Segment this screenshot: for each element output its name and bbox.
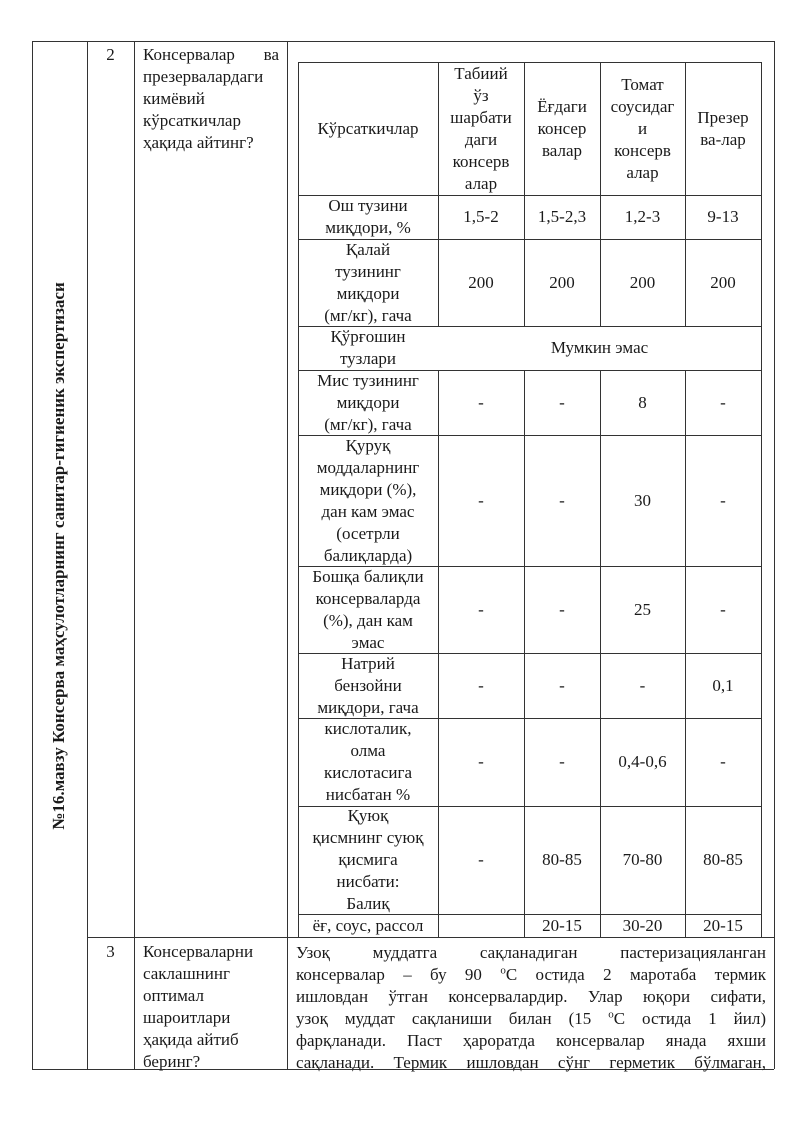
table-cell-value: -: [478, 752, 484, 771]
table-cell-value: -: [720, 490, 726, 510]
table-cell-value: -: [559, 599, 565, 619]
table-cell-value: -: [639, 675, 646, 695]
table-cell-value: -: [478, 392, 484, 412]
table-cell-value: 1,5-2,3: [537, 207, 587, 226]
table-cell-value: [438, 914, 524, 937]
table-cell-value: 80-85: [542, 850, 582, 869]
table-cell-value: -: [720, 752, 726, 771]
table-cell-value: -: [559, 392, 565, 412]
table-row-label: Қўрғошин тузлари: [330, 327, 406, 368]
row-divider: [87, 937, 774, 938]
table-row-label: ёғ, соус, рассол: [312, 915, 424, 935]
col-divider-number: [87, 41, 88, 1069]
col-divider-question: [134, 41, 135, 1069]
table-row-label: Натрий бензойни миқдори, гача: [317, 653, 419, 717]
table-cell-value: -: [559, 490, 565, 510]
table-cell-value: 70-80: [622, 850, 663, 869]
table-cell-value: -: [478, 599, 484, 619]
row-number: 3: [106, 942, 115, 961]
question-text: Консерваларни саклашнинг оптимал шароитлари ҳақида айтиб беринг?: [143, 942, 254, 1071]
header-indicators: Кўрсаткичлар: [317, 118, 419, 138]
table-cell-value: 200: [629, 272, 656, 292]
table-cell-value: 1,2-3: [624, 207, 661, 226]
table-cell-value: -: [478, 490, 484, 510]
table-cell-value: 200: [710, 272, 736, 292]
table-cell-value: 20-15: [703, 915, 743, 935]
table-cell-value: -: [559, 675, 565, 695]
table-row-label: Қуюқ қисмнинг суюқ қисмига нисбати: Балиқ: [312, 806, 424, 913]
row-number: 2: [106, 45, 115, 64]
header-natural-juice: Табиий ўз шарбати даги консерв алар: [450, 63, 512, 193]
table-cell-value: -: [478, 850, 484, 869]
table-cell-value: 9-13: [707, 207, 739, 226]
table-row-label: Бошқа балиқли консерваларда (%), дан кам эмас: [312, 566, 424, 652]
col-divider-answer: [287, 41, 288, 1069]
table-cell-value: 20-15: [542, 915, 582, 935]
table-cell-value: 0,4-0,6: [618, 752, 667, 771]
table-cell-value: 200: [468, 272, 494, 292]
table-cell-value: 0,1: [712, 675, 734, 695]
table-cell-value: -: [720, 599, 726, 619]
question-text: Консервалар ва презервалардаги кимёвий кўрсаткичлар ҳақида айтинг?: [143, 45, 279, 152]
table-cell-value: 8: [638, 392, 647, 412]
outer-right-border: [774, 41, 775, 1069]
header-preserves: Презер ва-лар: [697, 107, 749, 149]
table-cell-value: -: [559, 752, 565, 771]
table-merged-value: Мумкин эмас: [550, 338, 649, 357]
table-row-label: Қалай тузининг миқдори (мг/кг), гача: [324, 239, 412, 325]
outer-top-border: [32, 41, 774, 42]
table-row-label: Ош тузини миқдори, %: [325, 196, 411, 237]
header-tomato-sauce: Томат соусидаг и консерв алар: [610, 74, 675, 182]
table-cell-value: -: [478, 675, 484, 695]
table-row-label: Қуруқ моддаларнинг миқдори (%), дан кам эмас (осетрли балиқларда): [316, 435, 420, 565]
outer-left-border: [32, 41, 33, 1069]
table-cell-value: 30-20: [622, 915, 663, 935]
answer-paragraph: Узоқ муддатга сақланадиган пастеризацияланган консервалар – бу 90 $^о$С остида 2 маротаба термик ишловдан ўтган консервалардир. Улар юқори сифати, узоқ муддат сақланиши билан (15 $^о$С остида 1 йил) фарқланади. Паст ҳароратда консервалар янада яхши сақланади. Термик ишловдан сўнг герметик бўлмаган,: [296, 943, 766, 1072]
table-cell-value: 80-85: [703, 850, 743, 869]
table-row-label: кислоталик, олма кислотасига нисбатан %: [323, 719, 412, 804]
table-cell-value: 200: [549, 272, 575, 292]
topic-title: №16.мавзу Консерва маҳсулотларнинг санитар-гигиеник экспертизаси: [49, 282, 68, 830]
table-cell-value: 1,5-2: [463, 207, 499, 226]
table-cell-value: 25: [634, 599, 651, 619]
table-row-label: Мис тузининг миқдори (мг/кг), гача: [317, 370, 419, 434]
table-cell-value: -: [720, 392, 726, 412]
table-cell-value: 30: [634, 490, 651, 510]
header-in-oil: Ёғдаги консер валар: [537, 96, 587, 160]
